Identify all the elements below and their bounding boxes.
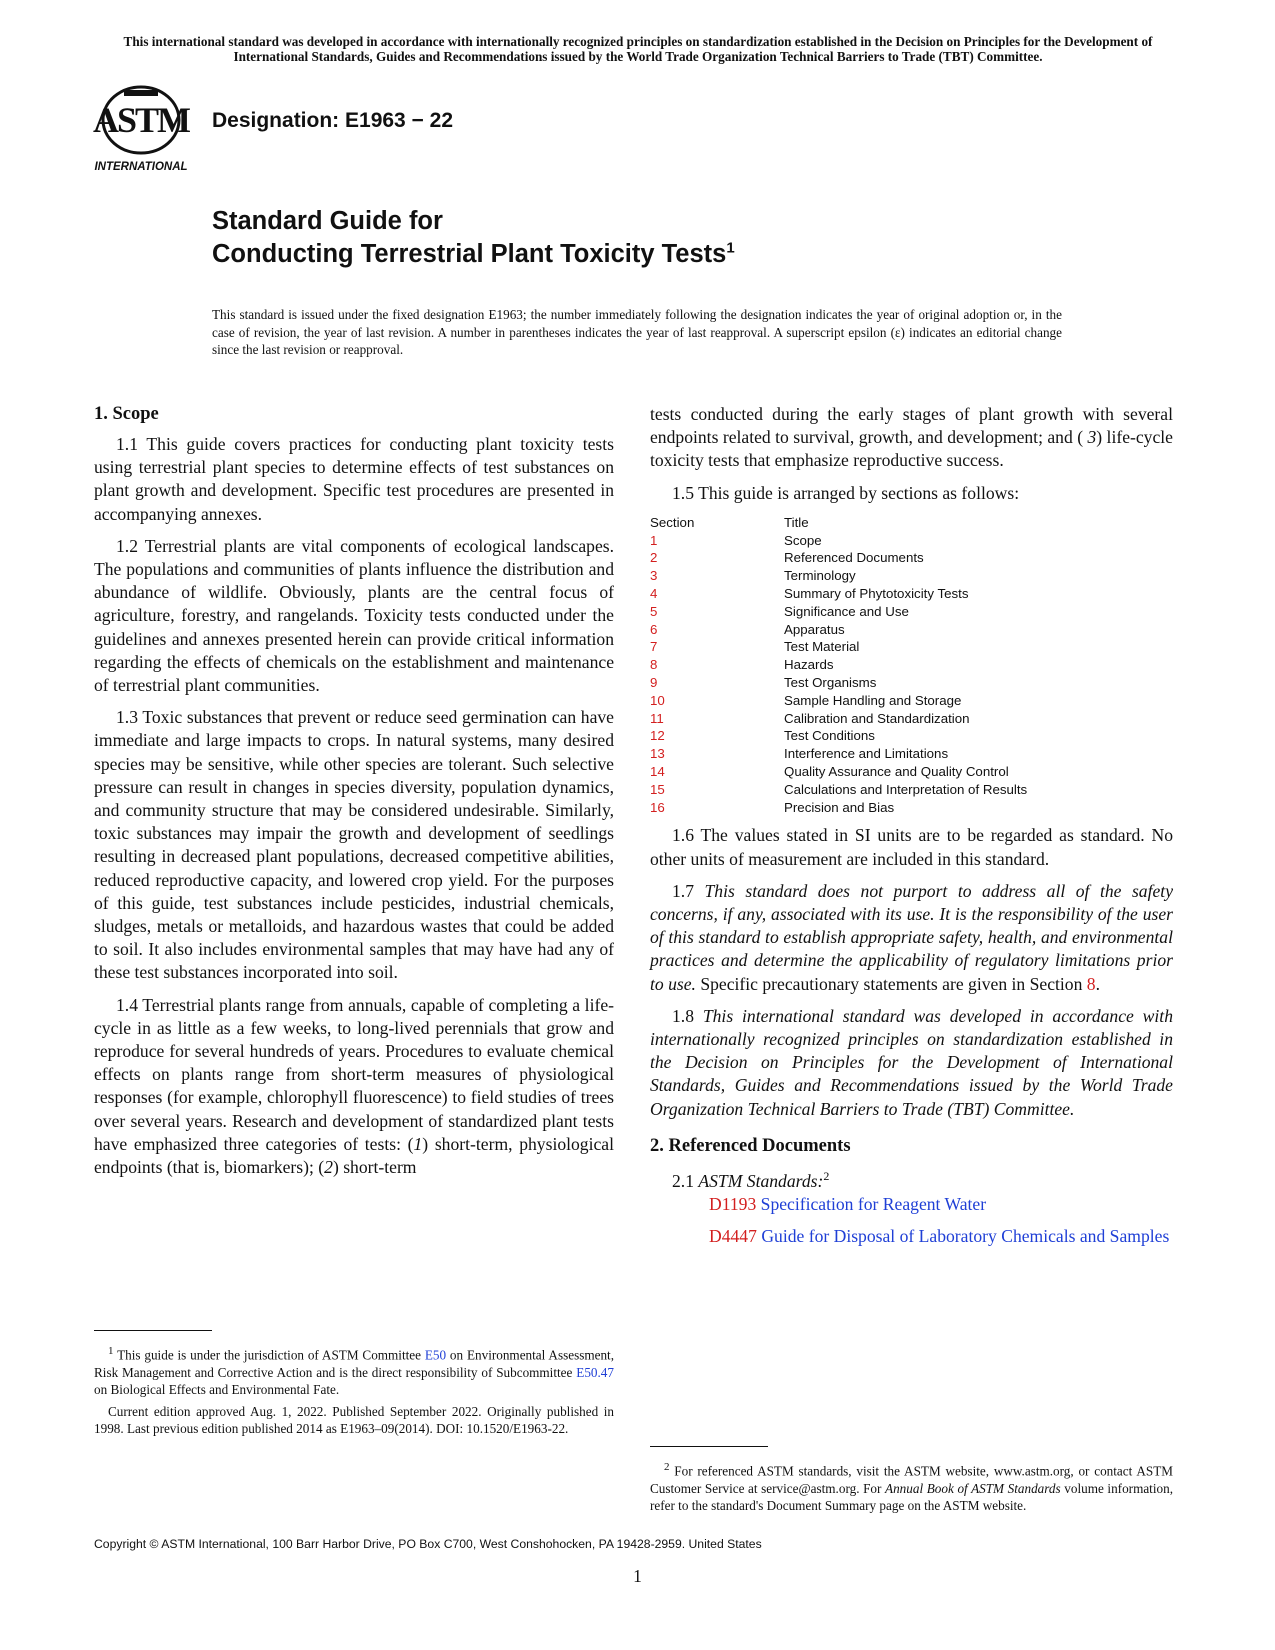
table-row <box>650 727 1173 745</box>
table-row <box>650 710 1173 728</box>
table-row <box>650 674 1173 692</box>
paragraph-1-2: 1.2 Terrestrial plants are vital components of ecological landscapes. The populations and communities of plants influence the distribution and abundance of wildlife. Obviously, plants are the central focus of agriculture, forestry, and rangelands. Toxicity tests conducted under the guidelines and annexes presented herein can provide critical information regarding the effects of chemicals on the establishment and maintenance of terrestrial plant communities. <box>94 535 614 696</box>
footnote-2: $^2$ For referenced ASTM standards, visit the ASTM website, www.astm.org, or contact ASTM Customer Service at service@astm.org. For Annual Book of ASTM Standards volume information, refer to the standard's Document Summary page on the ASTM website. <box>650 1446 1173 1519</box>
section-number-link[interactable]: 12 <box>650 728 665 744</box>
issuance-note: This standard is issued under the fixed designation E1963; the number immediately following the designation indicates the year of original adoption or, in the case of revision, the year of last revision. A number in parentheses indicates the year of last reapproval. A superscript epsilon (ε) indicates an editorial change since the last revision or reapproval. <box>212 307 1062 357</box>
section-title: Test Material <box>784 639 860 655</box>
section-title: Calibration and Standardization <box>784 710 970 726</box>
logo-text: INTERNATIONAL <box>94 161 188 173</box>
section-title: Interference and Limitations <box>784 746 949 762</box>
ref-code: D4447 <box>709 1226 757 1247</box>
table-row <box>650 549 1173 567</box>
paragraph-1-1: 1.1 This guide covers practices for conducting plant toxicity tests using terrestrial plant species to determine effects of test substances on plant growth and development. Specific test procedures are presented in accompanying annexes. <box>94 434 614 524</box>
section-number-link[interactable]: 8 <box>650 657 658 673</box>
right-column <box>650 403 1173 1257</box>
section-title: Test Conditions <box>784 728 875 744</box>
table-row <box>650 692 1173 710</box>
ref-code: D1193 <box>709 1193 757 1214</box>
section-number-link[interactable]: 2 <box>650 550 658 566</box>
table-row <box>650 656 1173 674</box>
section-8-link[interactable]: 8 <box>1086 973 1096 994</box>
section-title: Hazards <box>784 657 834 673</box>
section-title: Summary of Phytotoxicity Tests <box>784 586 969 601</box>
subcommittee-e50-47-link[interactable]: E50.47 <box>576 1364 614 1380</box>
section-number-link[interactable]: 15 <box>650 781 665 797</box>
section-number-link[interactable]: 14 <box>650 763 665 779</box>
page-title <box>212 205 735 271</box>
paragraph-1-8: 1.8 This international standard was developed in accordance with internationally recognized principles on standardization established in the Decision on Principles for the Development of International Standards, Guides and Recommendations issued by the World Trade Organization Technical Barriers to Trade (TBT) Committee. <box>650 1005 1173 1119</box>
section-title: Calculations and Interpretation of Results <box>784 781 1028 797</box>
section-number-link[interactable]: 7 <box>650 639 658 655</box>
ref-title: Specification for Reagent Water <box>760 1193 987 1214</box>
section-number-link[interactable]: 16 <box>650 799 665 815</box>
table-row <box>650 781 1173 799</box>
section-heading-refdocs: 2. Referenced Documents <box>650 1135 851 1156</box>
table-row <box>650 603 1173 621</box>
paragraph-1-4: 1.4 Terrestrial plants range from annuals, capable of completing a life-cycle in as little as a few weeks, to long-lived perennials that grow and reproduce for several hundreds of years. Procedures to evaluate chemical effects on plants range from short-term measures of physiological responses (for example, chlorophyll fluorescence) to field studies of trees over several years. Research and development of standardized plant tests have emphasized three categories of tests: (1) short-term, physiological endpoints (that is, biomarkers); (2) short-term <box>94 994 614 1178</box>
section-number-link[interactable]: 10 <box>650 692 665 708</box>
reference-d1193[interactable] <box>650 1193 1173 1216</box>
section-title: Referenced Documents <box>784 550 924 566</box>
section-number-link[interactable]: 3 <box>650 568 658 584</box>
table-row <box>650 763 1173 781</box>
title-footnote-mark: 1 <box>726 239 735 257</box>
section-title: Scope <box>784 532 822 548</box>
section-number-link[interactable]: 4 <box>650 586 658 601</box>
section-number-link[interactable]: 1 <box>650 532 658 548</box>
section-number-link[interactable]: 13 <box>650 746 665 762</box>
paragraph-2-1: 2.1 ASTM Standards:$^2$ <box>672 1168 830 1191</box>
title-line-2: Conducting Terrestrial Plant Toxicity Tests <box>212 240 727 268</box>
section-number-link[interactable]: 6 <box>650 621 658 637</box>
section-number-link[interactable]: 9 <box>650 674 658 690</box>
reference-d4447[interactable] <box>650 1225 1173 1248</box>
footnote-rule <box>650 1446 768 1447</box>
page-number: 1 <box>633 1566 642 1586</box>
paragraph-1-4-cont: tests conducted during the early stages of plant growth with several endpoints related to survival, growth, and development; and ( 3) life-cycle toxicity tests that emphasize reproductive success. <box>650 404 1173 471</box>
footnote-1-edition: Current edition approved Aug. 1, 2022. Published September 2022. Originally published in 1998. Last previous edition published 2014 as E1963–09(2014). DOI: 10.1520/E1963-22. <box>94 1403 614 1437</box>
astm-logo-icon <box>90 84 192 176</box>
table-row <box>650 799 1173 817</box>
table-header: Section Title <box>650 514 809 530</box>
sections-table <box>650 514 1173 817</box>
section-title: Terminology <box>784 568 856 584</box>
section-title: Precision and Bias <box>784 799 895 815</box>
section-title: Significance and Use <box>784 603 909 619</box>
paragraph-1-6: 1.6 The values stated in SI units are to be regarded as standard. No other units of measurement are included in this standard. <box>650 825 1173 869</box>
section-number-link[interactable]: 5 <box>650 603 658 619</box>
designation: Designation: E1963 − 22 <box>212 109 454 132</box>
top-notice: This international standard was developed in accordance with internationally recognized principles on standardization established in the Decision on Principles for the Development of International Standards, Guides and Recommendations issued by the World Trade Organization Technical Barriers to Trade (TBT) Committee. <box>123 34 1153 64</box>
section-heading-scope: 1. Scope <box>94 404 159 424</box>
section-title: Quality Assurance and Quality Control <box>784 763 1009 779</box>
table-row <box>650 638 1173 656</box>
table-row <box>650 532 1173 550</box>
left-column <box>94 403 614 1188</box>
ref-title: Guide for Disposal of Laboratory Chemicals and Samples <box>761 1226 1170 1247</box>
section-number-link[interactable]: 11 <box>650 710 664 726</box>
table-row <box>650 621 1173 639</box>
svg-text:ASTM: ASTM <box>92 100 190 140</box>
committee-e50-link[interactable]: E50 <box>424 1347 447 1363</box>
footnote-rule <box>94 1330 212 1331</box>
table-row <box>650 567 1173 585</box>
section-title: Apparatus <box>784 621 845 637</box>
section-title: Test Organisms <box>784 674 877 690</box>
table-row <box>650 745 1173 763</box>
paragraph-1-3: 1.3 Toxic substances that prevent or reduce seed germination can have immediate and large impacts to crops. In natural systems, many desired species may be sensitive, while other species are tolerant. Such selective pressure can result in changes in species diversity, population dynamics, and community structure that may be considered undesirable. Similarly, toxic substances may impair the growth and development of seedlings resulting in decreased plant populations, decreased competitive abilities, reduced reproductive capacity, and lowered crop yield. For the purposes of this guide, test substances include pesticides, industrial chemicals, sludges, metals or metalloids, and hazardous wastes that could be added to soil. It also includes environmental samples that may have had any of these test substances incorporated into soil. <box>94 707 614 983</box>
paragraph-1-7: 1.7 This standard does not purport to address all of the safety concerns, if any, associated with its use. It is the responsibility of the user of this standard to establish appropriate safety, health, and environmental practices and determine the applicability of regulatory limitations prior to use. Specific precautionary statements are given in Section 8. <box>650 880 1173 994</box>
title-line-1: Standard Guide for <box>212 207 443 235</box>
copyright: Copyright © ASTM International, 100 Barr Harbor Drive, PO Box C700, West Conshohocken, PA 19428-2959. United States <box>94 1537 762 1551</box>
section-title: Sample Handling and Storage <box>784 692 962 708</box>
paragraph-1-5: 1.5 This guide is arranged by sections as follows: <box>672 482 1020 503</box>
table-row <box>650 585 1173 603</box>
footnote-1: $^1$ This guide is under the jurisdiction of ASTM Committee E50 on Environmental Assessment, Risk Management and Corrective Action and is the direct responsibility of Subcommittee E50.47 on Biological Effects and Environmental Fate. Current edition approved Aug. 1, 2022. Published September 2022. Originally published in 1998. Last previous edition published 2014 as E1963–09(2014). DOI: 10.1520/E1963-22. <box>94 1330 614 1442</box>
